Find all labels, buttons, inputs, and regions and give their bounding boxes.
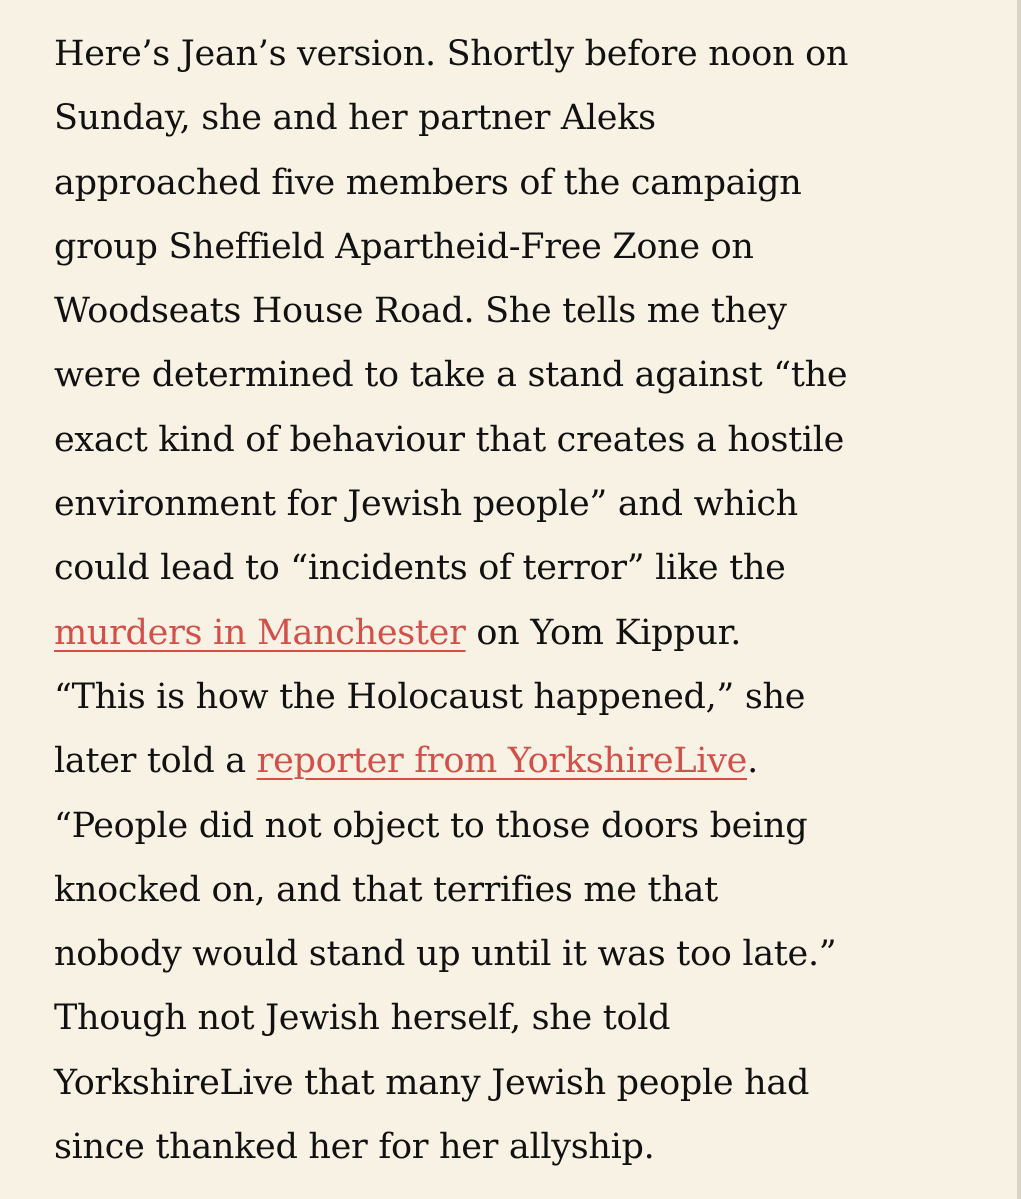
- paragraph-line-11: “This is how the Holocaust happened,” she: [54, 676, 806, 717]
- paragraph-line-7: exact kind of behaviour that creates a hostile: [54, 419, 845, 460]
- paragraph-line-1: Here’s Jean’s version. Shortly before noon on: [54, 34, 849, 74]
- paragraph-line-6: were determined to take a stand against “the: [54, 355, 848, 396]
- paragraph-line-12: [54, 729, 999, 793]
- line-10-trailing-text: on Yom Kippur.: [465, 612, 742, 653]
- paragraph-line-18: since thanked her for her allyship.: [54, 1127, 655, 1168]
- line-12-trailing-text: .: [747, 741, 758, 782]
- paragraph-line-8: environment for Jewish people” and which: [54, 484, 798, 525]
- article-paragraph: [54, 22, 999, 1179]
- manchester-murders-link[interactable]: murders in Manchester: [54, 612, 466, 653]
- paragraph-line-3: approached five members of the campaign: [54, 162, 802, 203]
- paragraph-line-4: group Sheffield Apartheid-Free Zone on: [54, 226, 754, 267]
- paragraph-line-10: [54, 601, 999, 665]
- paragraph-line-17: YorkshireLive that many Jewish people had: [54, 1062, 810, 1103]
- yorkshirelive-reporter-link[interactable]: reporter from YorkshireLive: [256, 741, 748, 782]
- paragraph-line-5: Woodseats House Road. She tells me they: [54, 291, 787, 332]
- paragraph-line-15: nobody would stand up until it was too late.”: [54, 934, 837, 975]
- paragraph-line-16: Though not Jewish herself, she told: [54, 998, 671, 1039]
- paragraph-line-9: could lead to “incidents of terror” like the: [54, 548, 786, 589]
- right-edge-divider: [1017, 0, 1021, 1199]
- line-12-leading-text: later told a: [54, 741, 257, 782]
- paragraph-line-14: knocked on, and that terrifies me that: [54, 869, 718, 910]
- paragraph-line-13: “People did not object to those doors being: [54, 805, 808, 846]
- paragraph-line-2: Sunday, she and her partner Aleks: [54, 98, 656, 139]
